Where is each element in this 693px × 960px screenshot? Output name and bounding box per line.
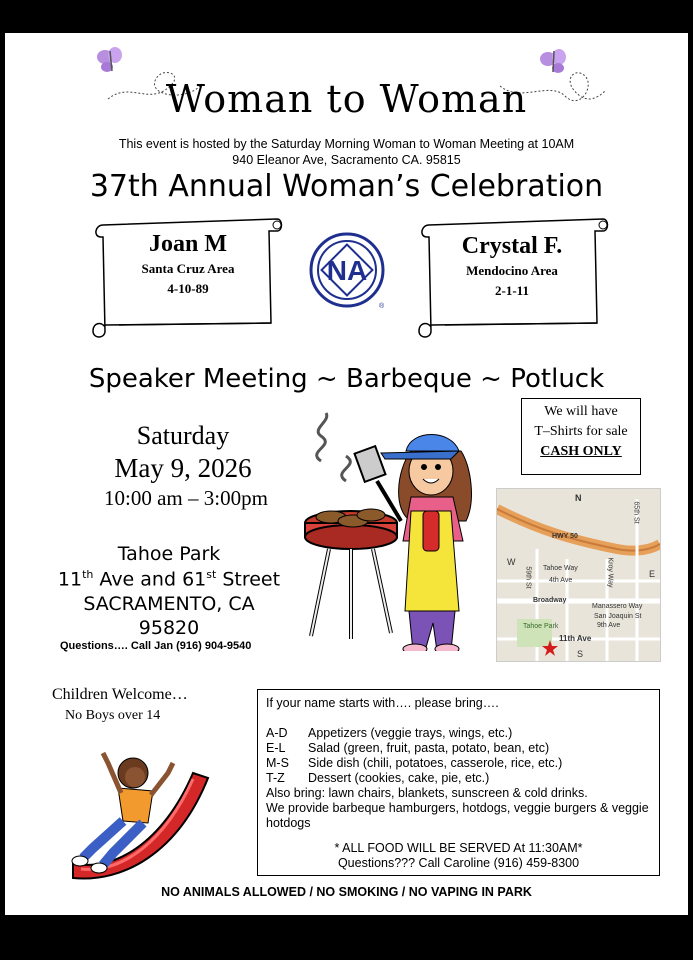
event-date: May 9, 2026 [114,453,252,483]
event-title: Woman to Woman [165,77,528,121]
map-label: E [649,569,656,579]
bring-text: Appetizers (veggie trays, wings, etc.) [308,726,513,740]
age-limit: No Boys over 14 [65,708,161,723]
event-day: Saturday [136,421,230,450]
registered-mark: ® [379,303,385,310]
bring-item [266,741,651,756]
map-label: Tahoe Park [523,623,559,630]
map-label: 11th Ave [559,634,592,643]
butterfly-icon [538,45,570,75]
location-map[interactable] [496,488,661,662]
bring-code: M-S [266,756,289,770]
potluck-assignments [257,689,660,876]
map-label: 59th St [524,566,532,589]
na-letters: NA [326,255,368,286]
also-bring: Also bring: lawn chairs, blankets, sunscreen & cold drinks. [266,786,588,800]
tshirt-notice [521,398,641,475]
bbq-girl-illustration [301,411,481,651]
bring-item [266,771,651,786]
hosted-line: This event is hosted by the Saturday Morning Woman to Woman Meeting at 10AM [118,137,575,151]
we-provide: We provide barbeque hamburgers, hotdogs, veggie burgers & veggie hotdogs [266,801,649,830]
venue-zip: 95820 [138,617,200,639]
bring-item [266,756,651,771]
speaker-area: Mendocino Area [466,263,558,278]
map-label: Manassero Way [592,603,643,610]
questions-contact: Questions…. Call Jan (916) 904-9540 [60,640,252,652]
speaker-date: 4-10-89 [167,281,209,296]
map-label: W [507,557,516,567]
na-logo [309,232,389,312]
bring-text: Side dish (chili, potatoes, casserole, rice, etc.) [308,756,563,770]
rules-footer: NO ANIMALS ALLOWED / NO SMOKING / NO VAPING IN PARK [161,885,532,899]
hosted-by-text [5,136,688,168]
street-sup: th [82,568,94,581]
bring-text: Salad (green, fruit, pasta, potato, bean, etc) [308,741,550,755]
map-label: S [577,649,584,659]
speaker-name: Crystal F. [461,233,563,259]
map-label: 4th Ave [549,577,573,584]
location-pin-icon [541,639,559,657]
street-text: Street [216,568,281,591]
speaker-card-right [437,233,587,299]
speaker-name: Joan M [149,231,227,257]
flyer-page [5,33,688,915]
bring-text: Dessert (cookies, cake, pie, etc.) [308,771,490,785]
bring-questions: Questions??? Call Caroline (916) 459-8300 [337,856,580,870]
street-sup: st [206,568,217,581]
bring-code: A-D [266,726,288,740]
celebration-heading: 37th Annual Woman’s Celebration [89,169,604,204]
bring-code: T-Z [266,771,285,785]
tshirt-line: We will have [544,404,618,419]
speaker-date: 2-1-11 [495,283,529,298]
venue-streets [35,568,303,590]
food-served-time: * ALL FOOD WILL BE SERVED At 11:30AM* [334,841,583,855]
speaker-area: Santa Cruz Area [141,261,235,276]
event-tagline: Speaker Meeting ~ Barbeque ~ Potluck [88,364,605,394]
map-label: Kroy Way [606,557,614,588]
children-welcome: Children Welcome… [52,686,188,703]
map-label: Broadway [533,597,567,604]
map-label: Tahoe Way [543,565,578,572]
bring-code: E-L [266,741,286,755]
speaker-card-left [113,231,263,297]
street-text: 11 [57,568,83,591]
tshirt-line: T–Shirts for sale [534,424,628,439]
butterfly-icon [95,45,127,75]
slide-kid-illustration [53,733,213,883]
bring-intro: If your name starts with…. please bring…. [266,696,499,710]
address-line: 940 Eleanor Ave, Sacramento CA. 95815 [232,153,461,167]
map-label: 65th St [632,501,640,524]
venue-city: SACRAMENTO, CA [83,593,255,615]
map-label: San Joaquin St [594,613,642,620]
map-label: N [575,493,582,503]
cash-only-label: CASH ONLY [540,444,622,459]
event-time: 10:00 am – 3:00pm [104,486,268,510]
map-label: 9th Ave [597,622,621,629]
street-text: Ave and 61 [93,568,207,591]
bring-item [266,726,651,741]
map-label: HWY 50 [552,533,578,540]
venue-name: Tahoe Park [117,543,221,565]
